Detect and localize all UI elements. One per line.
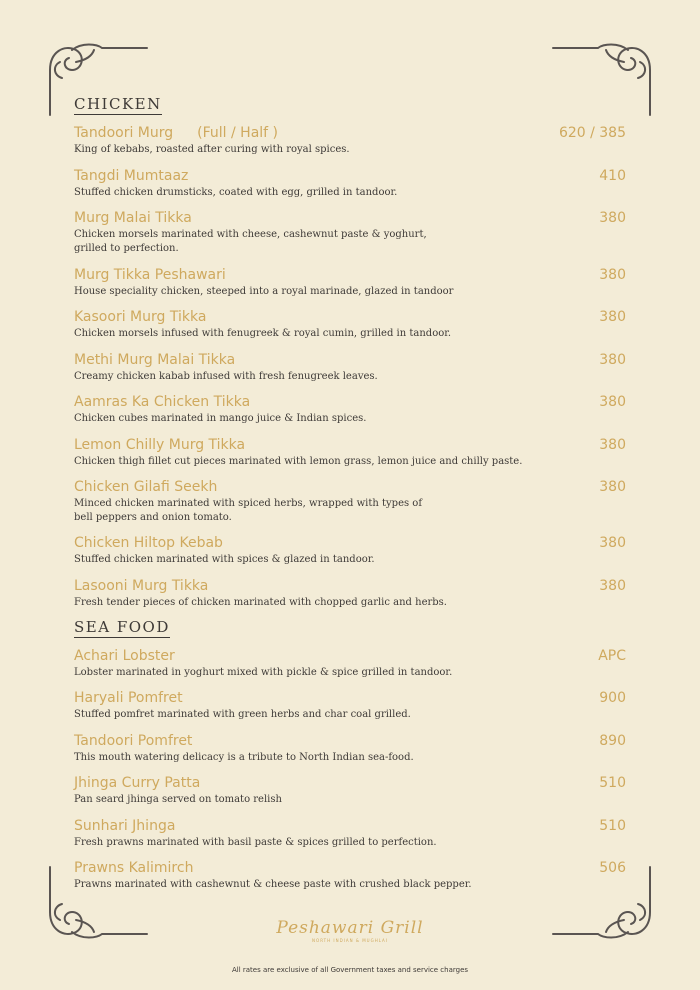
item-price: 380 — [599, 352, 626, 368]
item-name: Chicken Gilafi Seekh — [74, 479, 218, 495]
item-description: House speciality chicken, steeped into a royal marinade, glazed in tandoor — [74, 286, 454, 297]
item-variant: (Full / Half ) — [197, 125, 279, 141]
item-price: 410 — [599, 168, 626, 184]
item-name: Tandoori Murg — [74, 125, 174, 141]
item-name: Lasooni Murg Tikka — [74, 578, 209, 594]
item-price: 380 — [599, 437, 626, 453]
menu-item — [74, 733, 626, 765]
item-name: Chicken Hiltop Kebab — [74, 535, 223, 551]
corner-flourish-top-right-icon — [548, 40, 658, 120]
menu-item — [74, 648, 626, 680]
item-price: 380 — [599, 267, 626, 283]
item-price: 380 — [599, 210, 626, 226]
item-price: 900 — [599, 690, 626, 706]
item-name: Murg Malai Tikka — [74, 210, 192, 226]
menu-item — [74, 578, 626, 610]
item-description: Fresh tender pieces of chicken marinated with chopped garlic and herbs. — [74, 597, 447, 608]
item-price: 380 — [599, 535, 626, 551]
item-description: Pan seard jhinga served on tomato relish — [74, 794, 282, 805]
item-price: 510 — [599, 818, 626, 834]
item-name: Achari Lobster — [74, 648, 175, 664]
item-description: Chicken thigh fillet cut pieces marinated with lemon grass, lemon juice and chilly paste. — [74, 456, 523, 467]
menu-item — [74, 168, 626, 200]
menu-item — [74, 437, 626, 469]
menu-item — [74, 352, 626, 384]
restaurant-logo — [200, 918, 500, 944]
menu-item — [74, 309, 626, 341]
menu-item — [74, 690, 626, 722]
menu-item — [74, 818, 626, 850]
item-description: Chicken morsels marinated with cheese, cashewnut paste & yoghurt, grilled to perfection. — [74, 229, 427, 254]
section-title-sea-food: SEA FOOD — [74, 618, 170, 636]
item-description: Stuffed pomfret marinated with green herbs and char coal grilled. — [74, 709, 411, 720]
item-name: Prawns Kalimirch — [74, 860, 194, 876]
item-description: Minced chicken marinated with spiced herbs, wrapped with types of bell peppers and onion tomato. — [74, 498, 423, 523]
item-name: Methi Murg Malai Tikka — [74, 352, 236, 368]
item-name: Tangdi Mumtaaz — [74, 168, 189, 184]
item-name: Aamras Ka Chicken Tikka — [74, 394, 251, 410]
item-name: Tandoori Pomfret — [74, 733, 193, 749]
menu-item — [74, 394, 626, 426]
item-description: Chicken morsels infused with fenugreek & royal cumin, grilled in tandoor. — [74, 328, 452, 339]
menu-item — [74, 775, 626, 807]
menu-item — [74, 125, 626, 157]
item-price: 380 — [599, 578, 626, 594]
menu-item — [74, 535, 626, 567]
item-name: Sunhari Jhinga — [74, 818, 176, 834]
item-description: King of kebabs, roasted after curing with royal spices. — [74, 144, 350, 155]
item-description: Fresh prawns marinated with basil paste & spices grilled to perfection. — [74, 837, 437, 848]
item-name: Haryali Pomfret — [74, 690, 183, 706]
menu-item — [74, 267, 626, 299]
item-price: 380 — [599, 394, 626, 410]
section-title-chicken: CHICKEN — [74, 95, 162, 113]
logo-script: Peshawari Grill — [276, 918, 424, 938]
item-description: Creamy chicken kabab infused with fresh fenugreek leaves. — [74, 371, 378, 382]
item-price: 620 / 385 — [558, 125, 626, 141]
item-price: 890 — [599, 733, 626, 749]
item-name: Murg Tikka Peshawari — [74, 267, 226, 283]
item-description: Stuffed chicken marinated with spices & glazed in tandoor. — [74, 554, 375, 565]
item-name: Lemon Chilly Murg Tikka — [74, 437, 246, 453]
item-price: 506 — [599, 860, 626, 876]
item-name: Kasoori Murg Tikka — [74, 309, 207, 325]
menu-item — [74, 210, 626, 256]
footer-disclaimer: All rates are exclusive of all Government taxes and service charges — [231, 966, 469, 974]
item-description: Chicken cubes marinated in mango juice & Indian spices. — [74, 413, 367, 424]
item-description: This mouth watering delicacy is a tribute to North Indian sea-food. — [74, 752, 414, 763]
item-description: Prawns marinated with cashewnut & cheese paste with crushed black pepper. — [74, 879, 472, 890]
item-price: 380 — [599, 479, 626, 495]
item-price: APC — [598, 648, 626, 664]
menu-item — [74, 860, 626, 892]
logo-tagline: NORTH INDIAN & MUGHLAI — [312, 938, 388, 943]
item-price: 380 — [599, 309, 626, 325]
item-description: Lobster marinated in yoghurt mixed with pickle & spice grilled in tandoor. — [74, 667, 453, 678]
item-description: Stuffed chicken drumsticks, coated with egg, grilled in tandoor. — [74, 187, 398, 198]
item-price: 510 — [599, 775, 626, 791]
item-name: Jhinga Curry Patta — [74, 775, 201, 791]
menu-item — [74, 479, 626, 525]
item-name-row — [74, 125, 626, 142]
